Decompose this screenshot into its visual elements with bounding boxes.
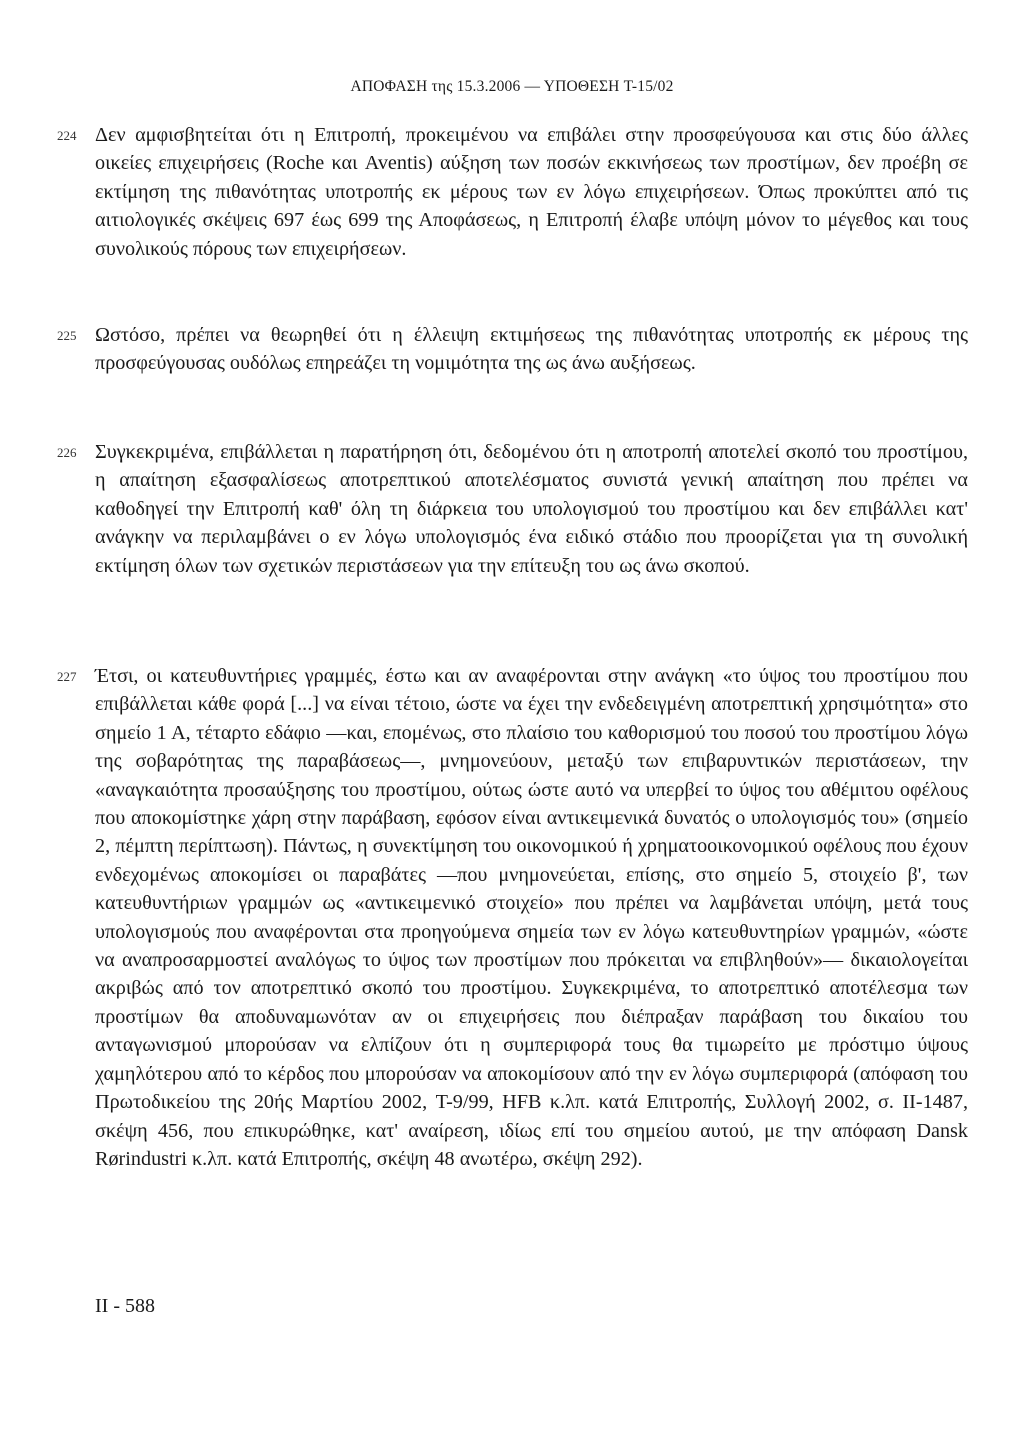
paragraph-224 [57,121,969,263]
paragraph-number: 224 [57,128,77,143]
paragraph-text: Δεν αμφισβητείται ότι η Επιτροπή, προκειμένου να επιβάλει στην προσφεύγουσα και στις δύο άλλες οικείες επιχειρήσεις (Roche και Aventis) αύξηση των ποσών εκκινήσεως των προστίμων, δεν προέβη σε εκτίμηση της πιθανότητας υποτροπής εκ μέρους των εν λόγω επιχειρήσεων. Όπως προκύπτει από τις αιτιολογικές σκέψεις 697 έως 699 της Αποφάσεως, η Επιτροπή έλαβε υπόψη μόνον το μέγεθος και τους συνολικούς πόρους των επιχειρήσεων. [95,124,968,260]
running-header: ΑΠΟΦΑΣΗ της 15.3.2006 — ΥΠΟΘΕΣΗ T-15/02 [350,78,674,95]
paragraph-text: Έτσι, οι κατευθυντήριες γραμμές, έστω και αν αναφέρονται στην ανάγκη «το ύψος του προστίμου που επιβάλλεται κάθε φορά [...] να είναι τέτοιο, ώστε να έχει την ενδεδειγμένη αποτρεπτική χρησιμότητα» στο σημείο 1 Α, τέταρτο εδάφιο —και, επομένως, στο πλαίσιο του καθορισμού του ποσού του προστίμου λόγω της σοβαρότητας της παραβάσεως—, μνημονεύουν, μεταξύ των επιβαρυντικών περιστάσεων, την «αναγκαιότητα προσαύξησης του προστίμου, ούτως ώστε αυτό να υπερβεί το ύψος του αθέμιτου οφέλους που αποκομίστηκε χάρη στην παράβαση, εφόσον είναι αντικειμενικά δυνατός ο υπολογισμός του» (σημείο 2, πέμπτη περίπτωση). Πάντως, η συνεκτίμηση του οικονομικού ή χρηματοοικονομικού οφέλους που έχουν ενδεχομένως αποκομίσει οι παραβάτες —που μνημονεύεται, επίσης, στο σημείο 5, στοιχείο β', των κατευθυντήριων γραμμών ως «αντικειμενικό στοιχείο» που πρέπει να λαμβάνεται υπόψη, μετά τους υπολογισμούς που αναφέρονται στα προηγούμενα σημεία των εν λόγω κατευθυντηρίων γραμμών, «ώστε να αναπροσαρμοστεί αναλόγως το ύψος των προστίμων που πρόκειται να επιβληθούν»— δικαιολογείται ακριβώς από τον αποτρεπτικό σκοπό του προστίμου. Συγκεκριμένα, το αποτρεπτικό αποτέλεσμα των προστίμων θα αποδυναμωνόταν αν οι επιχειρήσεις που διέπραξαν παράβαση του δικαίου του ανταγωνισμού μπορούσαν να ελπίζουν ότι η συμπεριφορά τους θα τιμωρείτο με πρόστιμο ύψους χαμηλότερου από το κέρδος που μπορούσαν να αποκομίσουν από την εν λόγω συμπεριφορά (απόφαση του Πρωτοδικείου της 20ής Μαρτίου 2002, T-9/99, HFB κ.λπ. κατά Επιτροπής, Συλλογή 2002, σ. II-1487, σκέψη 456, που επικυρώθηκε, κατ' αναίρεση, ιδίως επί του σημείου αυτού, με την απόφαση Dansk Rørindustri κ.λπ. κατά Επιτροπής, σκέψη 48 ανωτέρω, σκέψη 292). [95,665,968,1170]
page-number: II - 588 [95,1295,155,1317]
paragraph-number: 226 [57,445,77,460]
paragraph-226 [57,438,969,580]
paragraph-text: Ωστόσο, πρέπει να θεωρηθεί ότι η έλλειψη εκτιμήσεως της πιθανότητας υποτροπής εκ μέρους της προσφεύγουσας ουδόλως επηρεάζει τη νομιμότητα της ως άνω αυξήσεως. [95,324,968,375]
paragraph-number: 225 [57,328,77,343]
paragraph-number: 227 [57,669,77,684]
paragraph-227 [57,662,969,1173]
paragraph-225 [57,321,969,378]
paragraph-text: Συγκεκριμένα, επιβάλλεται η παρατήρηση ότι, δεδομένου ότι η αποτροπή αποτελεί σκοπό του προστίμου, η απαίτηση εξασφαλίσεως αποτρεπτικού αποτελέσματος συνιστά γενική απαίτηση που πρέπει να καθοδηγεί την Επιτροπή καθ' όλη τη διάρκεια του υπολογισμού του προστίμου και δεν επιβάλλει κατ' ανάγκην να περιλαμβάνει ο εν λόγω υπολογισμός ένα ειδικό στάδιο που προορίζεται για τη συνολική εκτίμηση όλων των σχετικών περιστάσεων για την επίτευξη του ως άνω σκοπού. [95,441,968,577]
